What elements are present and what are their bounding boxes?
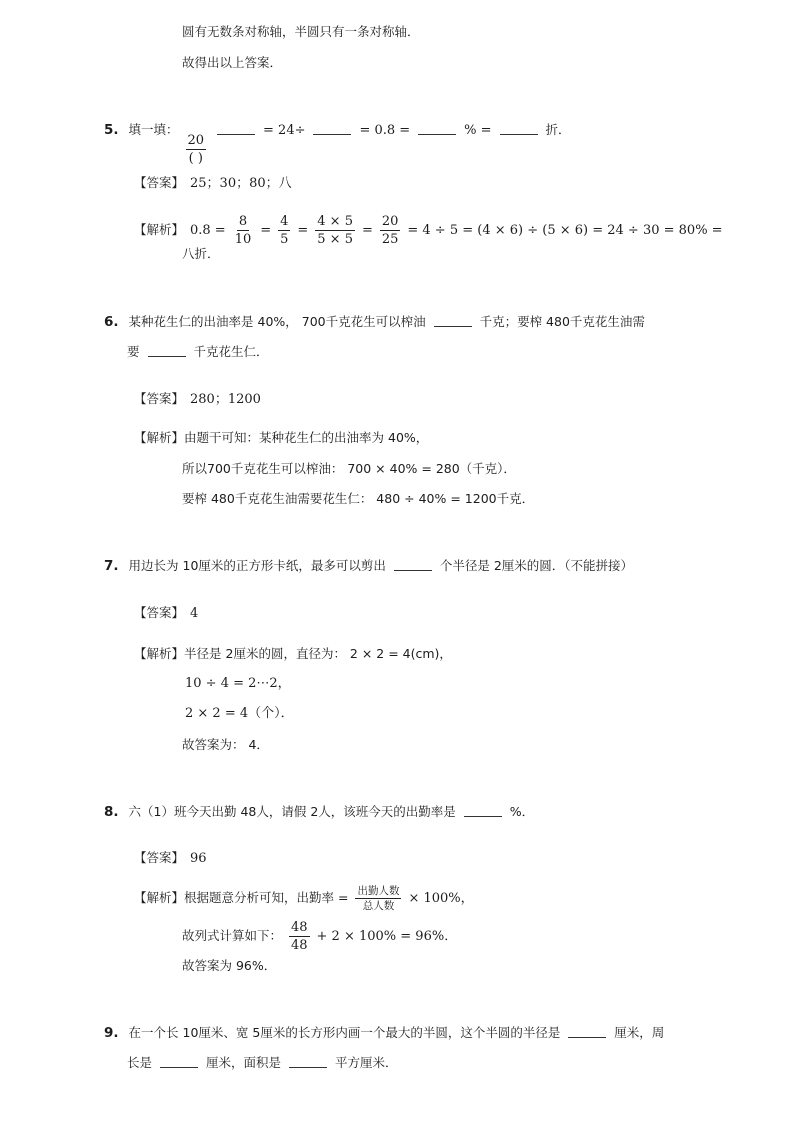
q8-answer — [134, 849, 207, 868]
question-text: 个半径是 2厘米的圆．（不能拼接） — [439, 558, 634, 573]
question-number: 8. — [104, 804, 119, 820]
answer-blank — [434, 314, 472, 327]
fraction-denominator: 总人数 — [362, 900, 395, 912]
fraction-numerator: 4 — [280, 214, 289, 229]
answer-label: 【答案】 — [134, 391, 185, 406]
fraction — [186, 133, 207, 166]
answer-blank — [418, 122, 456, 135]
question-prefix: 填一填： — [128, 122, 179, 137]
question-text: 在一个长 10厘米、宽 5厘米的长方形内画一个最大的半圆，这个半圆的半径是 — [128, 1025, 561, 1040]
math-text: + 2 × 100% = 96%． — [316, 929, 458, 944]
answer-value: 280；1200 — [190, 392, 261, 407]
fraction-denominator: 5 — [280, 232, 289, 247]
fraction — [233, 214, 254, 247]
analysis-text: 故列式计算如下： — [182, 928, 283, 943]
equals-sign: = — [297, 223, 309, 238]
question-text: 长是 — [127, 1055, 153, 1070]
fraction-numerator: 4 × 5 — [317, 214, 353, 229]
fraction-denominator: 10 — [234, 232, 252, 247]
question-7 — [104, 557, 633, 575]
analysis-text: 由题干可知：某种花生仁的出油率为 40%， — [184, 430, 429, 445]
q7-analysis-line-4: 故答案为： 4． — [182, 737, 269, 752]
q7-answer — [134, 604, 198, 623]
analysis-text: 半径是 2厘米的圆，直径为： 2 × 2 = 4(cm)， — [184, 646, 452, 661]
equation-part: = 0.8 = — [359, 123, 411, 138]
answer-blank — [464, 804, 502, 817]
math-text: = 4 ÷ 5 = (4 × 6) ÷ (5 × 6) = 24 ÷ 30 = 80% = — [407, 223, 723, 238]
fraction-denominator: 25 — [381, 232, 399, 247]
question-text: 厘米，面积是 — [205, 1055, 281, 1070]
question-number: 5. — [104, 122, 119, 138]
q5-analysis-line-2: 八折． — [182, 246, 220, 261]
q5-analysis — [134, 214, 723, 247]
answer-blank — [313, 122, 351, 135]
q6-analysis-line-2: 所以700千克花生可以榨油： 700 × 40% = 280（千克）． — [182, 461, 516, 476]
fraction — [289, 920, 310, 953]
fraction-denominator: ( ) — [188, 151, 203, 166]
answer-blank — [148, 344, 186, 357]
q6-analysis-line-3: 要榨 480千克花生油需要花生仁： 480 ÷ 40% = 1200千克． — [182, 491, 535, 506]
question-number: 7. — [104, 558, 119, 574]
question-6-line-2 — [127, 343, 269, 361]
question-number: 6. — [104, 314, 119, 330]
equation-part: = 24÷ — [263, 123, 306, 138]
fraction-numerator: 20 — [381, 214, 399, 229]
answer-value: 25；30；80；八 — [190, 176, 292, 191]
q8-analysis-line-3: 故答案为 96%． — [182, 958, 277, 973]
q6-analysis — [134, 429, 428, 447]
answer-blank — [289, 1055, 327, 1068]
equation-part: 折． — [545, 122, 571, 137]
fraction — [278, 214, 290, 247]
q8-analysis — [134, 885, 474, 912]
fraction — [315, 214, 355, 247]
fraction — [355, 885, 401, 912]
question-text: 平方厘米． — [334, 1055, 398, 1070]
q7-analysis — [134, 645, 452, 663]
prev-analysis-line-1: 圆有无数条对称轴，半圆只有一条对称轴． — [182, 24, 420, 39]
answer-blank — [500, 122, 538, 135]
question-9-line-2 — [127, 1054, 397, 1072]
question-5 — [104, 121, 571, 166]
fraction — [380, 214, 401, 247]
fraction-numerator: 出勤人数 — [357, 885, 400, 897]
q5-answer — [134, 174, 292, 193]
question-text: %． — [509, 804, 535, 819]
fraction-numerator: 48 — [291, 920, 308, 935]
answer-blank — [394, 558, 432, 571]
q8-analysis-line-2 — [182, 920, 457, 953]
question-8 — [104, 803, 534, 821]
question-number: 9. — [104, 1025, 119, 1041]
q7-analysis-line-2: 10 ÷ 4 = 2⋯2， — [185, 676, 291, 691]
question-text: 要 — [127, 344, 140, 359]
prev-analysis-line-2: 故得出以上答案． — [182, 55, 283, 70]
answer-label: 【答案】 — [134, 850, 185, 865]
answer-label: 【答案】 — [134, 605, 185, 620]
question-text: 千克；要榨 480千克花生油需 — [479, 314, 645, 329]
analysis-label: 【解析】 — [134, 222, 185, 237]
fraction-numerator: 8 — [238, 214, 248, 229]
answer-blank — [568, 1025, 606, 1038]
question-text: 用边长为 10厘米的正方形卡纸，最多可以剪出 — [128, 558, 386, 573]
question-9 — [104, 1024, 664, 1042]
fraction-numerator: 20 — [187, 133, 205, 148]
answer-blank — [217, 122, 255, 135]
fraction-denominator: 5 × 5 — [317, 232, 353, 247]
question-text: 千克花生仁． — [193, 344, 269, 359]
question-text: 厘米，周 — [614, 1025, 665, 1040]
answer-label: 【答案】 — [134, 175, 185, 190]
answer-blank — [160, 1055, 198, 1068]
math-text: × 100%， — [408, 891, 474, 906]
equals-sign: = — [361, 223, 373, 238]
answer-value: 4 — [190, 606, 199, 621]
q7-analysis-line-3: 2 × 2 = 4（个）． — [185, 706, 294, 721]
question-text: 六（1）班今天出勤 48人，请假 2人，该班今天的出勤率是 — [128, 804, 456, 819]
question-text: 某种花生仁的出油率是 40%， 700千克花生可以榨油 — [128, 314, 426, 329]
question-6 — [104, 313, 645, 331]
answer-value: 96 — [190, 851, 207, 866]
analysis-label: 【解析】 — [134, 890, 185, 905]
math-text: 0.8 = — [190, 223, 226, 238]
fraction-denominator: 48 — [291, 938, 308, 953]
analysis-label: 【解析】 — [134, 646, 185, 661]
analysis-text: 根据题意分析可知，出勤率 = — [184, 890, 349, 905]
equation-part: % = — [464, 123, 492, 138]
q6-answer — [134, 390, 261, 409]
equals-sign: = — [260, 223, 272, 238]
analysis-label: 【解析】 — [134, 430, 185, 445]
